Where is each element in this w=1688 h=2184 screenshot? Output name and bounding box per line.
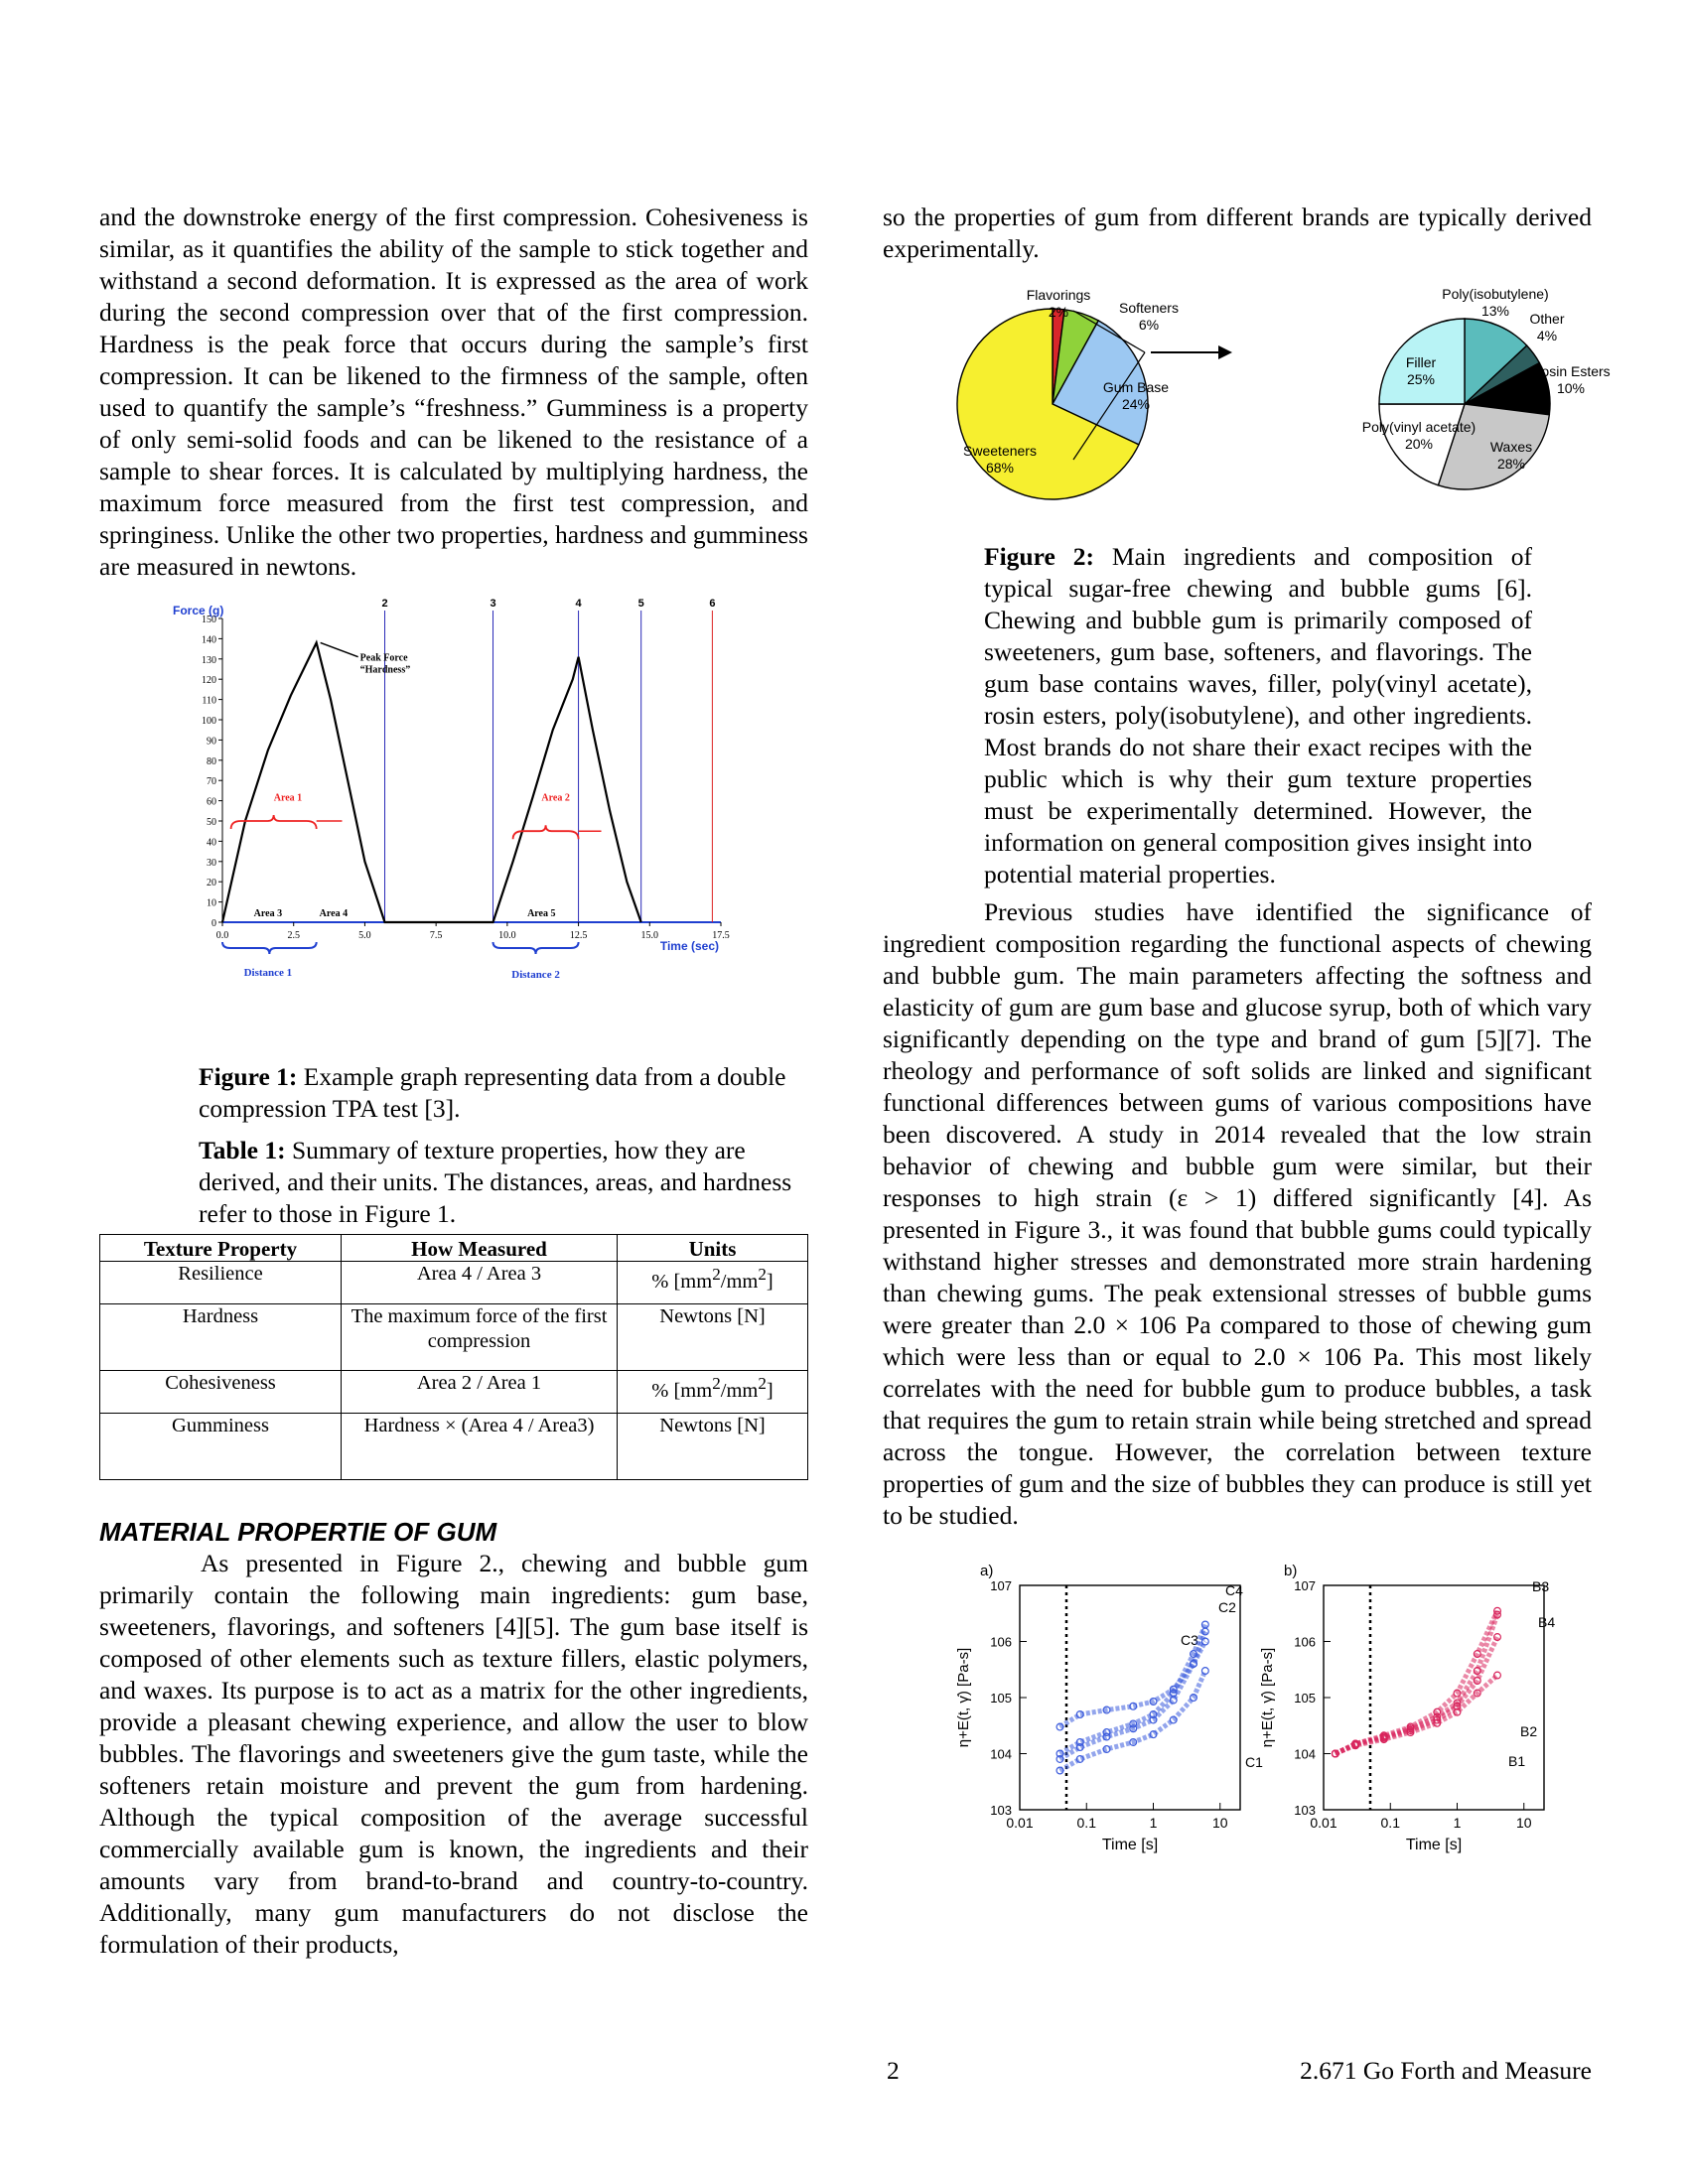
table-cell: Gumminess [100, 1414, 342, 1480]
pie-label: Flavorings [1026, 287, 1091, 303]
table-cell [618, 1262, 808, 1304]
unit-superscript: 2 [712, 1265, 721, 1284]
table-row [100, 1304, 808, 1371]
table-1-caption [99, 1135, 808, 1230]
pie-label: Poly(vinyl acetate) [1361, 419, 1477, 435]
section-title: MATERIAL PROPERTIE OF GUM [99, 1517, 497, 1547]
unit-part: % [mm [651, 1379, 713, 1402]
x-tick-label: 7.5 [429, 930, 443, 941]
pie-value: 13% [1480, 303, 1510, 319]
unit-superscript: 2 [758, 1374, 767, 1393]
table-cell: Newtons [N] [618, 1304, 808, 1371]
y-axis-label: η+E(t, γ̇) [Pa-s] [1259, 1647, 1276, 1748]
y-tick-label: 50 [207, 817, 216, 828]
area-1-label: Area 1 [273, 792, 303, 804]
distance-2-label: Distance 2 [511, 969, 560, 981]
series-label: B3 [1532, 1578, 1550, 1594]
y-tick-label: 0 [211, 918, 216, 929]
y-tick-label: 100 [202, 716, 216, 727]
page-number: 2 [887, 2056, 900, 2085]
unit-part: /mm [720, 1379, 759, 1402]
area-4-label: Area 4 [319, 907, 349, 919]
marker-label: 3 [490, 598, 496, 610]
x-axis-label: Time [s] [1101, 1837, 1159, 1853]
distance-1-label: Distance 1 [243, 967, 293, 979]
x-tick-label: 10 [1515, 1815, 1532, 1831]
unit-part: ] [766, 1379, 774, 1402]
y-tick-label: 130 [202, 654, 216, 666]
pie-label: Poly(isobutylene) [1442, 286, 1549, 302]
y-tick-label: 110 [202, 695, 216, 707]
table-row [100, 1414, 808, 1480]
pie-value: 28% [1496, 456, 1526, 472]
y-tick-label: 80 [207, 755, 216, 767]
figure-2-label: Figure 2: [984, 542, 1094, 571]
x-tick-label: 0.01 [1006, 1815, 1034, 1831]
x-tick-label: 0.1 [1380, 1815, 1400, 1831]
left-paragraph-2: As presented in Figure 2., chewing and bubble gum primarily contain the following main ingredients: gum base, sweeteners, flavorings, and softeners [4][5]. The gum base itself is composed of other elements such as texture fillers, elastic polymers, and waxes. Its purpose is to act as a matrix for the other ingredients, provide a pleasant chewing experience, and allow the user to blow bubbles. The flavorings and sweeteners give the gum taste, while the softeners retain moisture and prevent the gum from hardening. Although the typical composition of the average successful commercially available gum is known, the ingredients and their amounts vary from brand-to-brand and country-to-country. Additionally, many gum manufacturers do not disclose the formulation of their products, [99, 1549, 808, 1959]
unit-part: ] [766, 1270, 774, 1293]
distance-2-brace [493, 942, 579, 954]
table-1 [99, 1234, 808, 1480]
pie-label: Waxes [1489, 439, 1533, 455]
table-cell: Hardness × (Area 4 / Area3) [342, 1414, 618, 1480]
y-tick-label: 104 [990, 1746, 1012, 1762]
table-cell: Cohesiveness [100, 1371, 342, 1414]
table-header: Units [618, 1235, 808, 1262]
table-cell: Hardness [100, 1304, 342, 1371]
footer-title: 2.671 Go Forth and Measure [1300, 2056, 1592, 2085]
unit-superscript: 2 [712, 1374, 721, 1393]
panel-label: b) [1284, 1563, 1298, 1579]
y-tick-label: 105 [990, 1691, 1012, 1706]
table-cell: Area 4 / Area 3 [342, 1262, 618, 1304]
x-tick-label: 1 [1453, 1815, 1462, 1831]
series-label: B4 [1538, 1614, 1556, 1630]
y-tick-label: 106 [1294, 1634, 1316, 1650]
pie-value: 25% [1406, 371, 1436, 387]
pie-label: Gum Base [1102, 379, 1170, 395]
figure-3-chart [883, 1546, 1592, 1873]
right-column [883, 202, 1611, 1873]
y-tick-label: 40 [207, 837, 216, 849]
y-tick-label: 107 [1294, 1578, 1316, 1593]
y-tick-label: 150 [202, 614, 216, 625]
x-tick-label: 2.5 [287, 930, 300, 941]
table-cell [618, 1371, 808, 1414]
pie-value: 2% [1048, 304, 1069, 320]
panel-label: a) [980, 1563, 994, 1579]
y-tick-label: 120 [202, 675, 216, 687]
left-paragraph-1: and the downstroke energy of the first compression. Cohesiveness is similar, as it quantifies the ability of the sample to stick together and withstand a second deformation. It is expressed as the area of work during the second compression over that of the first compression. Hardness is the peak force that occurs during the sample’s first compression. It can be likened to the firmness of the sample, often used to quantify the sample’s “freshness.” Gumminess is a property of only semi-solid foods and can be likened to the resistance of a sample to shear forces. It is calculated by multiplying hardness, the maximum force measured from the first test compression, and springiness. Unlike the other two properties, hardness and gumminess are measured in newtons. [99, 203, 808, 581]
pie-value: 24% [1121, 396, 1151, 412]
y-tick-label: 140 [202, 634, 216, 646]
x-tick-label: 0.0 [215, 930, 229, 941]
series-label: C4 [1225, 1582, 1243, 1598]
y-tick-label: 60 [207, 796, 216, 808]
pie-value: 20% [1404, 436, 1434, 452]
hardness-label: “Hardness” [359, 664, 411, 676]
y-tick-label: 106 [990, 1634, 1012, 1650]
area-5-label: Area 5 [527, 907, 556, 919]
figure-1-label: Figure 1: [199, 1062, 298, 1091]
figure-1-chart [99, 597, 808, 1045]
right-paragraph-2: Previous studies have identified the significance of ingredient composition regarding the functional aspects of chewing and bubble gum. The main parameters affecting the softness and elasticity of gum are gum base and glucose syrup, both of which vary significantly depending on the type and brand of gum [5][7]. The rheology and performance of soft solids are linked and significant functional differences between gums of various compositions have been discovered. A study in 2014 revealed that the low strain behavior of chewing and bubble gum were similar, but their responses to high strain (ε > 1) differed significantly [4]. As presented in Figure 3., it was found that bubble gums could typically withstand higher stresses and demonstrated more strain hardening than chewing gums. The peak extensional stresses of bubble gums were greater than 2.0 × 106 Pa compared to those of chewing gum which were less than or equal to 2.0 × 106 Pa. This most likely correlates with the need for bubble gum to produce bubbles, a task that requires the gum to retain strain while being stretched and spread across the tongue. However, the correlation between texture properties of gum and the size of bubbles they can produce is still yet to be studied. [883, 897, 1592, 1530]
table-cell: Area 2 / Area 1 [342, 1371, 618, 1414]
y-tick-label: 90 [207, 736, 216, 748]
figure-1 [99, 597, 808, 1045]
figure-2-chart [883, 275, 1611, 533]
pie-value: 68% [985, 460, 1015, 476]
y-tick-label: 104 [1294, 1746, 1316, 1762]
pie-label: Filler [1405, 354, 1437, 370]
unit-superscript: 2 [758, 1265, 767, 1284]
figure-3 [883, 1546, 1592, 1873]
series-label: C1 [1245, 1754, 1263, 1770]
figure-1-caption-text: Example graph representing data from a double compression TPA test [3]. [199, 1062, 786, 1123]
figure-1-caption [99, 1061, 808, 1125]
series-line [1059, 1642, 1204, 1727]
pie-value: 6% [1138, 317, 1160, 333]
series-label: B1 [1508, 1753, 1526, 1769]
arrow-head [1218, 345, 1232, 359]
x-tick-label: 10.0 [498, 930, 516, 941]
distance-1-brace [222, 942, 317, 954]
x-tick-label: 17.5 [712, 930, 730, 941]
plot-frame [1020, 1585, 1240, 1810]
figure-2-caption-text: Main ingredients and composition of typical sugar-free chewing and bubble gums [6]. Chewing and bubble gum is primarily composed of sweeteners, gum base, softeners, and flavorings. The gum base contains waves, filler, poly(vinyl acetate), rosin esters, poly(isobutylene), and other ingredients. Most brands do not share their exact recipes with the public which is why their gum texture properties must be experimentally determined. However, the information on general composition gives insight into potential material properties. [984, 542, 1532, 888]
y-axis-label: Force (g) [173, 604, 224, 617]
y-axis-label: η+E(t, γ̇) [Pa-s] [955, 1647, 972, 1748]
pie-value: 10% [1556, 380, 1586, 396]
peak-force-label: Peak Force [359, 652, 408, 664]
y-tick-label: 70 [207, 776, 216, 788]
pie-label: Other [1529, 311, 1565, 327]
plot-frame [1324, 1585, 1544, 1810]
x-tick-label: 0.01 [1310, 1815, 1337, 1831]
table-header: How Measured [342, 1235, 618, 1262]
series-label: B2 [1520, 1723, 1538, 1739]
left-column [99, 202, 808, 1961]
x-tick-label: 1 [1149, 1815, 1158, 1831]
unit-part: /mm [720, 1270, 759, 1293]
peak-arrow [321, 642, 358, 656]
marker-label: 2 [381, 598, 388, 610]
table-cell: Newtons [N] [618, 1414, 808, 1480]
unit-part: % [mm [651, 1270, 713, 1293]
marker-label: 6 [709, 598, 716, 610]
marker-label: 4 [575, 598, 582, 610]
x-tick-label: 5.0 [358, 930, 371, 941]
y-tick-label: 107 [990, 1578, 1012, 1593]
table-1-label: Table 1: [199, 1136, 286, 1164]
pie-label: Softeners [1119, 300, 1179, 316]
pie-value: 4% [1536, 328, 1558, 343]
table-cell: Resilience [100, 1262, 342, 1304]
table-row [100, 1262, 808, 1304]
table-cell: The maximum force of the first compression [342, 1304, 618, 1371]
figure-2-caption [883, 541, 1592, 890]
pie-label: Sweeteners [963, 443, 1037, 459]
y-tick-label: 103 [990, 1803, 1012, 1818]
area-3-label: Area 3 [253, 907, 283, 919]
table-row [100, 1371, 808, 1414]
series-label: C3 [1181, 1632, 1198, 1648]
right-paragraph-1: so the properties of gum from different brands are typically derived experimentally. [883, 203, 1592, 263]
x-tick-label: 12.5 [569, 930, 588, 941]
x-tick-label: 0.1 [1076, 1815, 1096, 1831]
x-tick-label: 10 [1211, 1815, 1228, 1831]
table-header-row [100, 1235, 808, 1262]
x-axis-label: Time (sec) [659, 939, 719, 953]
figure-2 [883, 275, 1611, 533]
y-tick-label: 30 [207, 857, 216, 869]
table-header: Texture Property [100, 1235, 342, 1262]
y-tick-label: 20 [207, 878, 216, 889]
y-tick-label: 103 [1294, 1803, 1316, 1818]
marker-label: 5 [637, 598, 644, 610]
y-tick-label: 10 [207, 897, 216, 909]
y-tick-label: 105 [1294, 1691, 1316, 1706]
area-2-label: Area 2 [541, 792, 570, 804]
pie-label: Rosin Esters [1531, 363, 1611, 379]
x-axis-label: Time [s] [1405, 1837, 1463, 1853]
x-tick-label: 15.0 [640, 930, 659, 941]
table-1-caption-text: Summary of texture properties, how they are derived, and their units. The distances, areas, and hardness refer to those in Figure 1. [199, 1136, 792, 1228]
series-label: C2 [1218, 1599, 1236, 1615]
